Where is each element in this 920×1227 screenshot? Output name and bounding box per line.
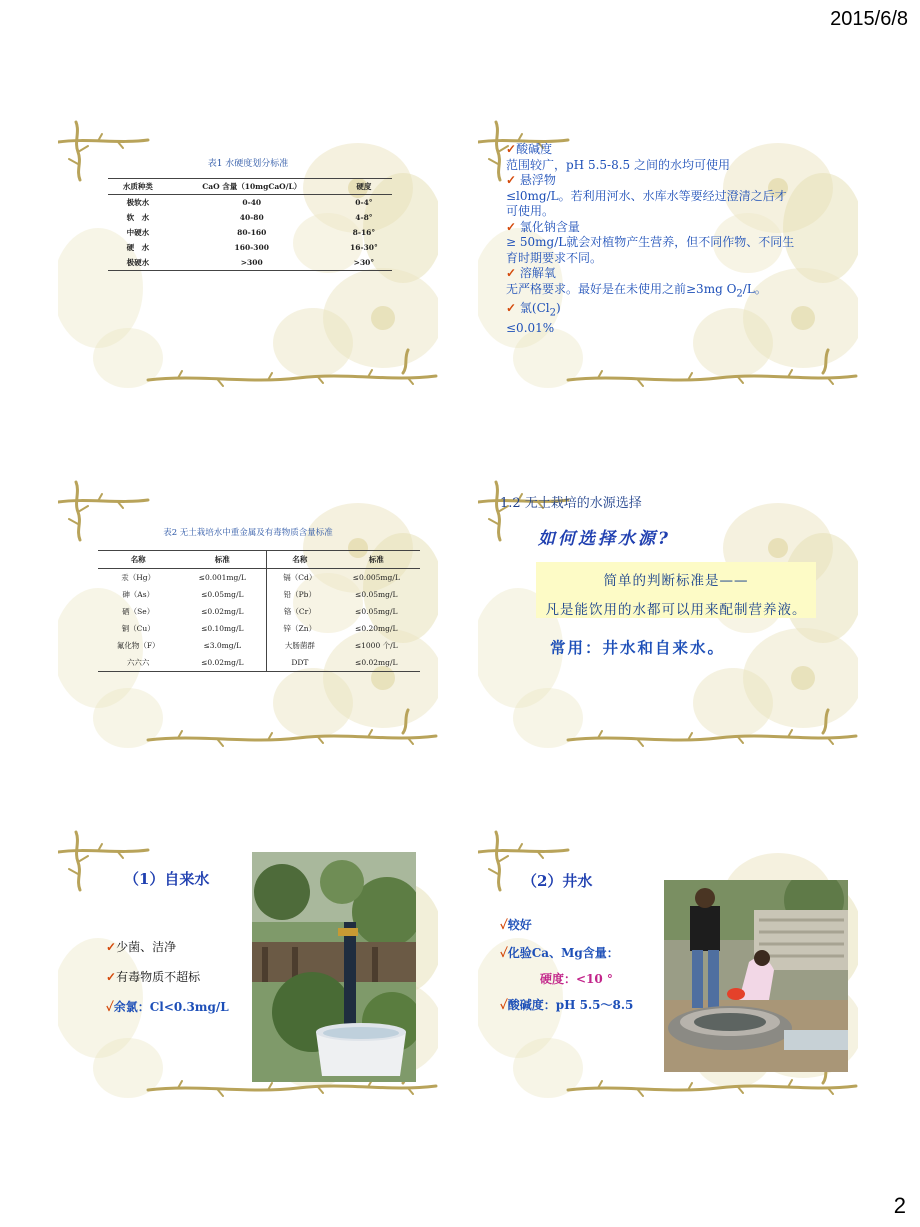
cell: 4-8°: [355, 213, 373, 222]
cell: 硬 水: [126, 243, 150, 252]
criteria-highlight-box: [536, 562, 816, 618]
col-cao-content: CaO 含量（10mgCaO/L）: [168, 179, 336, 195]
table-row: [98, 654, 420, 672]
cell: ≤0.05mg/L: [355, 590, 398, 599]
cell: 40-80: [239, 213, 264, 222]
bullet-item: [500, 996, 633, 1013]
table-row: [98, 620, 420, 637]
bullet-item: [106, 938, 176, 955]
check-icon: ✓: [500, 946, 508, 960]
slide-title: （1）自来水: [124, 870, 210, 888]
cell: ≤0.02mg/L: [333, 654, 421, 672]
cell: 锌（Zn）: [267, 620, 333, 637]
cell: 氟化物（F）: [116, 641, 160, 650]
col-standard: 标准: [178, 551, 266, 569]
cell: 0-4°: [355, 198, 373, 207]
bullet-item: [500, 944, 619, 961]
bullet-text: 有毒物质不超标: [116, 970, 201, 984]
cell: 六六六: [98, 654, 178, 672]
bullet-text: 少菌、洁净: [116, 940, 177, 954]
table-row: [98, 603, 420, 620]
check-icon: ✓: [506, 266, 517, 280]
subscript: 2: [549, 307, 556, 319]
cell: 16-30°: [350, 243, 378, 252]
tap-water-photo: [252, 852, 416, 1082]
col-name: 名称: [267, 551, 333, 569]
table-row: [108, 255, 392, 271]
criterion-chlorine: [506, 301, 836, 321]
table-row: [108, 240, 392, 255]
cell: >30°: [336, 255, 392, 271]
bullet-item: [106, 998, 229, 1015]
criterion-label: 酸碱度: [516, 142, 553, 156]
col-water-type: 水质种类: [108, 179, 168, 195]
cell: 大肠菌群: [267, 637, 333, 654]
cell: 汞（Hg）: [121, 573, 156, 582]
page-number: 2: [893, 1193, 906, 1218]
cell: 0-40: [242, 198, 262, 207]
text-part: /L。: [742, 281, 767, 296]
hardness-table: [108, 178, 392, 271]
criterion-text: ≥ 50mg/L就会对植物产生营养，但不同作物、不同生: [506, 235, 795, 249]
cell: ≤0.10mg/L: [201, 624, 244, 633]
check-icon: ✓: [506, 173, 517, 187]
cell: ≤1000 个/L: [354, 641, 398, 650]
slide-background: [478, 478, 858, 758]
box-line-2: 凡是能饮用的水都可以用来配制营养液。: [545, 602, 807, 618]
criterion-text: 可使用。: [506, 204, 555, 218]
bullet-text: 化验Ca、Mg含量：: [507, 946, 619, 960]
well-water-photo: [664, 880, 848, 1072]
criterion-label: 溶解氧: [519, 266, 556, 280]
criterion-text: [506, 282, 836, 302]
col-standard: 标准: [333, 551, 421, 569]
cell: 镉（Cd）: [267, 569, 333, 587]
slide-1-hardness-table: [58, 118, 438, 398]
table-row: [98, 637, 420, 654]
criterion-nacl: [506, 220, 836, 236]
cell: 80-160: [237, 228, 267, 237]
criterion-text: ≤l0mg/L。若利用河水、水库水等要经过澄清之后才: [506, 188, 787, 203]
common-sources: 常用：井水和自来水。: [550, 638, 726, 657]
bullet-text: 余氯：Cl<0.3mg/L: [113, 1000, 229, 1014]
bullet-text: 较好: [507, 918, 532, 932]
check-icon: ✓: [106, 970, 117, 984]
slide-title: （2）井水: [522, 872, 593, 890]
cell: 铜（Cu）: [121, 624, 155, 633]
cell: ≤0.20mg/L: [355, 624, 398, 633]
table-row: [98, 569, 420, 587]
cell: 软 水: [126, 213, 150, 222]
cell: ≤0.02mg/L: [178, 654, 266, 672]
cell: ≤0.05mg/L: [355, 607, 398, 616]
slide-4-water-source-selection: [478, 478, 858, 758]
check-icon: ✓: [500, 998, 508, 1012]
cell: 8-16°: [352, 228, 376, 237]
criteria-list: [506, 142, 836, 337]
check-icon: ✓: [106, 1000, 114, 1014]
criterion-text: 范围较广，pH 5.5-8.5 之间的水均可使用: [506, 157, 730, 172]
slide-5-tap-water: [58, 828, 438, 1108]
criterion-label: 氯化钠含量: [519, 219, 580, 234]
cell: 砷（As）: [122, 590, 155, 599]
cell: DDT: [267, 654, 333, 672]
cell: 160-300: [234, 243, 269, 252]
criterion-text: ≤0.01%: [506, 321, 555, 336]
subscript: 2: [736, 287, 743, 299]
bullet-text: 酸碱度：pH 5.5～8.5: [507, 998, 634, 1012]
cell: 极硬水: [108, 255, 168, 271]
print-date: 2015/6/8: [830, 8, 908, 30]
cell: ≤0.005mg/L: [352, 573, 400, 582]
cell: 铅（Pb）: [267, 586, 333, 603]
col-hardness: 硬度: [336, 179, 392, 195]
check-icon: ✓: [106, 940, 117, 954]
criterion-suspended: [506, 173, 836, 189]
check-icon: ✓: [500, 918, 508, 932]
bullet-item: [500, 916, 532, 933]
table2-caption: 表2 无土栽培水中重金属及有毒物质含量标准: [163, 528, 333, 538]
bullet-item: [106, 968, 200, 985]
criterion-label: 悬浮物: [519, 173, 556, 187]
text-part: 无严格要求。最好是在未使用之前≥3mg O: [506, 281, 737, 296]
table-row: [108, 225, 392, 240]
criterion-label: 氯(Cl: [519, 301, 550, 316]
check-icon: ✓: [506, 301, 517, 316]
cell: 极软水: [126, 198, 150, 207]
table1-caption: 表1 水硬度划分标准: [207, 159, 289, 169]
criterion-ph: [506, 142, 836, 158]
toxic-substances-table: [98, 550, 420, 672]
col-name: 名称: [98, 551, 178, 569]
slide-6-well-water: [478, 828, 858, 1108]
slide-3-toxic-substances-table: [58, 478, 438, 758]
cell: ≤0.02mg/L: [201, 607, 244, 616]
criterion-oxygen: [506, 266, 836, 282]
cell: 中硬水: [126, 228, 150, 237]
cell: 铬（Cr）: [267, 603, 333, 620]
cell: 硒（Se）: [122, 607, 155, 616]
slide-2-water-criteria: [478, 118, 858, 398]
cell: ≤0.05mg/L: [201, 590, 244, 599]
table-row: [108, 210, 392, 225]
box-line-1: 简单的判断标准是——: [603, 573, 749, 589]
criterion-text: 育时期要求不同。: [506, 250, 603, 265]
cell: >300: [168, 255, 336, 271]
check-icon: ✓: [506, 142, 517, 156]
slide-question: 如何选择水源?: [538, 529, 671, 549]
cell: ≤0.001mg/L: [198, 573, 246, 582]
text-part: ): [555, 301, 561, 316]
cell: ≤3.0mg/L: [203, 641, 242, 650]
bullet-sub-item: 硬度：<10 °: [540, 972, 613, 986]
table-row: [98, 586, 420, 603]
table-row: [108, 195, 392, 211]
check-icon: ✓: [506, 219, 517, 234]
slide-title: 1.2 无土栽培的水源选择: [500, 496, 642, 511]
